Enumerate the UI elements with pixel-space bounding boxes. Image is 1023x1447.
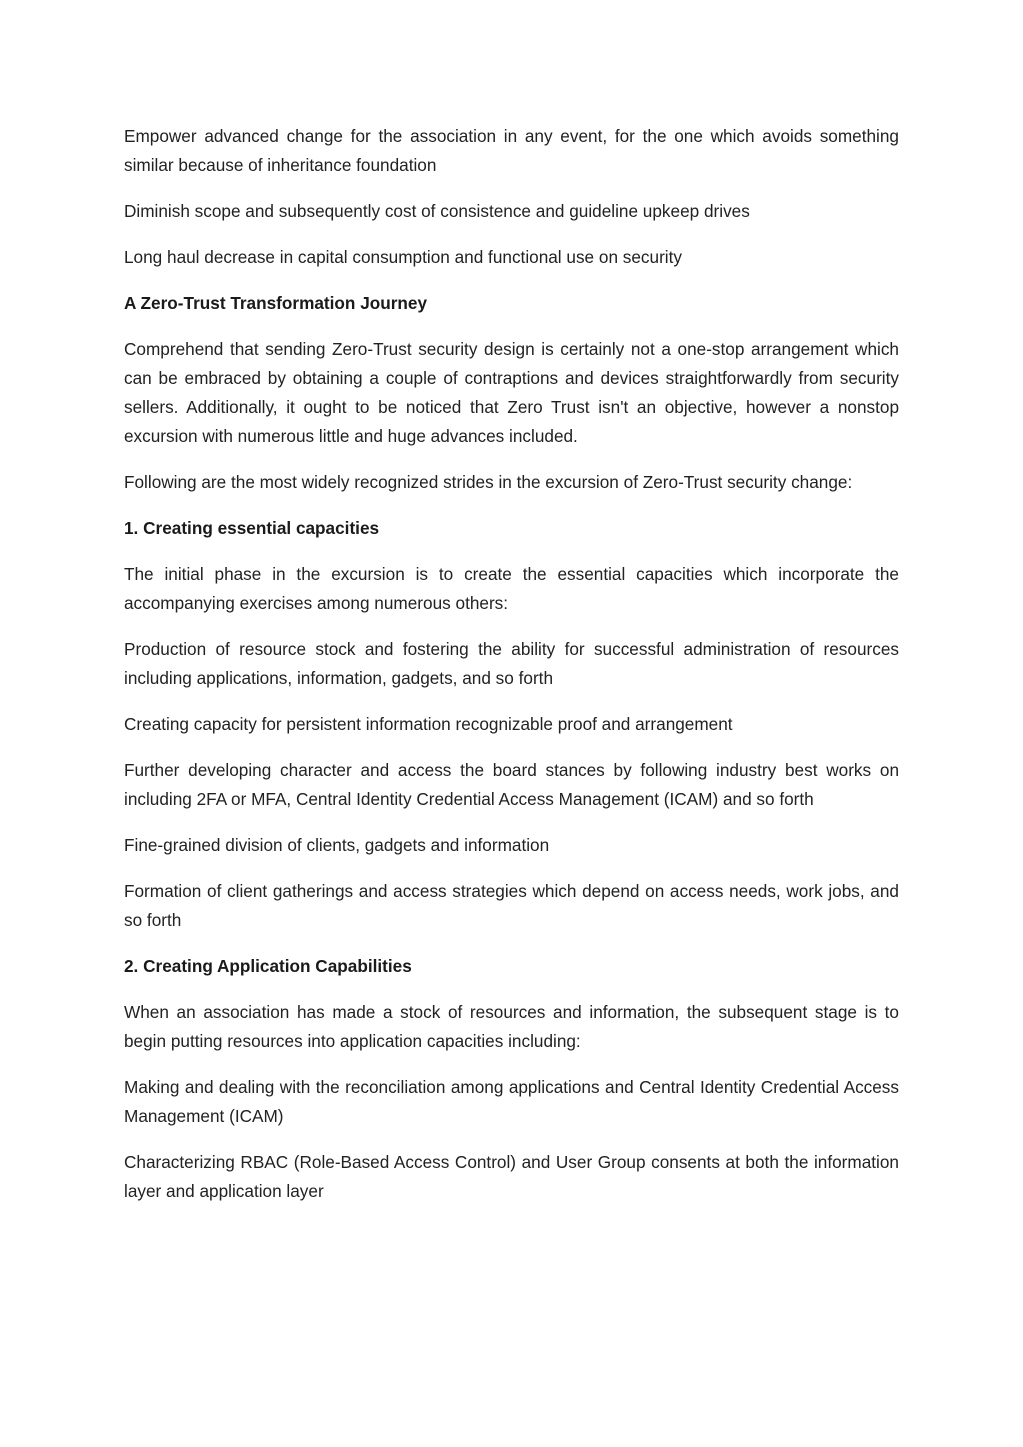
paragraph: Production of resource stock and fostering the ability for successful administration of resources including applications, information, gadgets, and so forth	[124, 639, 899, 688]
paragraph: Diminish scope and subsequently cost of consistence and guideline upkeep drives	[124, 201, 750, 221]
paragraph: Following are the most widely recognized strides in the excursion of Zero-Trust security change:	[124, 472, 853, 492]
document-page	[124, 122, 899, 1223]
paragraph: Further developing character and access the board stances by following industry best works on including 2FA or MFA, Central Identity Credential Access Management (ICAM) and so forth	[124, 760, 899, 809]
paragraph: When an association has made a stock of resources and information, the subsequent stage is to begin putting resources into application capacities including:	[124, 1002, 899, 1051]
paragraph: The initial phase in the excursion is to create the essential capacities which incorporate the accompanying exercises among numerous others:	[124, 564, 899, 613]
paragraph: Fine-grained division of clients, gadgets and information	[124, 835, 550, 855]
paragraph: Creating capacity for persistent information recognizable proof and arrangement	[124, 714, 733, 734]
paragraph: Characterizing RBAC (Role-Based Access Control) and User Group consents at both the information layer and application layer	[124, 1152, 899, 1201]
paragraph: Comprehend that sending Zero-Trust security design is certainly not a one-stop arrangement which can be embraced by obtaining a couple of contraptions and devices straightforwardly from security sellers. Additionally, it ought to be noticed that Zero Trust isn't an objective, however a nonstop excursion with numerous little and huge advances included.	[124, 339, 899, 446]
paragraph: Empower advanced change for the association in any event, for the one which avoids something similar because of inheritance foundation	[124, 126, 899, 175]
section-heading: 2. Creating Application Capabilities	[124, 956, 412, 976]
paragraph: Making and dealing with the reconciliation among applications and Central Identity Credential Access Management (ICAM)	[124, 1077, 899, 1126]
paragraph: Long haul decrease in capital consumption and functional use on security	[124, 247, 682, 267]
section-heading: A Zero-Trust Transformation Journey	[124, 293, 428, 313]
section-heading: 1. Creating essential capacities	[124, 518, 380, 538]
paragraph: Formation of client gatherings and access strategies which depend on access needs, work jobs, and so forth	[124, 881, 899, 930]
